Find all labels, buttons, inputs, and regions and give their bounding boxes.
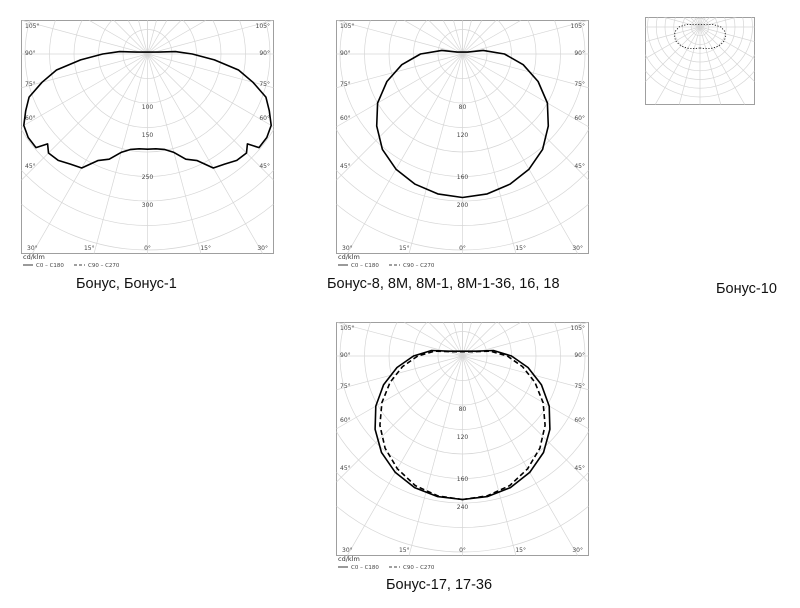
polar-chart-2-svg (336, 20, 589, 268)
angle-label-left-u45: 45° (340, 465, 351, 472)
units-label: cd/klm (23, 253, 45, 261)
radial-label: 240 (456, 504, 469, 512)
radial-label: 100 (141, 103, 154, 111)
polar-chart-3 (645, 17, 755, 107)
radial-label: 80 (458, 405, 467, 413)
units-label: cd/klm (338, 555, 360, 563)
radial-label: 200 (456, 202, 469, 210)
angle-label-left-u45: 45° (340, 163, 351, 170)
chart-caption-4: Бонус-17, 17-36 (386, 577, 493, 593)
angle-label-15-right: 15° (515, 245, 527, 252)
angle-label-right-u60: 60° (259, 115, 270, 122)
angle-label-right-u60: 60° (574, 417, 585, 424)
polar-chart-4 (336, 322, 589, 570)
angle-label-left-upper: 90° (340, 352, 351, 359)
radial-label: 150 (141, 132, 154, 139)
legend-label-c90: C90 – C270 (88, 263, 120, 269)
chart-caption-3: Бонус-10 (716, 281, 777, 297)
angle-label-right-upper: 90° (259, 50, 270, 57)
radial-label: 160 (456, 476, 469, 484)
angle-label-left-upper: 90° (340, 50, 351, 57)
radial-label: 120 (456, 132, 469, 139)
angle-label-left-u75: 75° (340, 383, 351, 390)
angle-label-right-top: 105° (255, 23, 270, 30)
angle-label-15-left: 15° (398, 547, 410, 554)
angle-label-15-right: 15° (200, 245, 212, 252)
angle-label-bottom-right: 30° (572, 547, 583, 554)
angle-label-bottom-left: 30° (342, 547, 353, 554)
angle-label-right-u60: 60° (574, 115, 585, 122)
radial-label: 80 (458, 103, 467, 111)
polar-chart-4-svg (336, 322, 589, 570)
angle-label-left-top: 105° (25, 23, 40, 30)
radial-label: 120 (456, 434, 469, 441)
legend-label-c90: C90 – C270 (403, 263, 435, 269)
polar-chart-3-svg (645, 17, 755, 107)
legend-label-c90: C90 – C270 (403, 565, 435, 571)
angle-label-left-u60: 60° (25, 115, 36, 122)
angle-label-right-u45: 45° (574, 163, 585, 170)
polar-chart-1-svg (21, 20, 274, 268)
angle-label-right-u75: 75° (574, 81, 585, 88)
radial-label: 160 (456, 174, 469, 182)
angle-label-left-upper: 90° (25, 50, 36, 57)
angle-label-left-u60: 60° (340, 115, 351, 122)
legend-label-c0: C0 – C180 (351, 263, 379, 269)
polar-chart-2 (336, 20, 589, 268)
angle-label-zero: 0° (459, 245, 466, 252)
angle-label-right-u45: 45° (574, 465, 585, 472)
radial-label: 300 (141, 202, 154, 210)
angle-label-bottom-right: 30° (257, 245, 268, 252)
angle-label-right-u75: 75° (259, 81, 270, 88)
radial-label: 250 (141, 174, 154, 182)
angle-label-bottom-right: 30° (572, 245, 583, 252)
chart-caption-2: Бонус-8, 8М, 8М-1, 8М-1-36, 16, 18 (327, 276, 560, 292)
angle-label-zero: 0° (144, 245, 151, 252)
angle-label-15-left: 15° (398, 245, 410, 252)
angle-label-left-u60: 60° (340, 417, 351, 424)
legend-label-c0: C0 – C180 (36, 263, 64, 269)
angle-label-bottom-left: 30° (27, 245, 38, 252)
angle-label-right-upper: 90° (574, 50, 585, 57)
angle-label-right-upper: 90° (574, 352, 585, 359)
polar-chart-1 (21, 20, 274, 268)
angle-label-left-u45: 45° (25, 163, 36, 170)
angle-label-15-left: 15° (83, 245, 95, 252)
angle-label-15-right: 15° (515, 547, 527, 554)
angle-label-bottom-left: 30° (342, 245, 353, 252)
angle-label-zero: 0° (459, 547, 466, 554)
angle-label-left-top: 105° (340, 325, 355, 332)
angle-label-right-top: 105° (570, 325, 585, 332)
angle-label-right-top: 105° (570, 23, 585, 30)
angle-label-left-u75: 75° (25, 81, 36, 88)
angle-label-left-u75: 75° (340, 81, 351, 88)
units-label: cd/klm (338, 253, 360, 261)
angle-label-right-u75: 75° (574, 383, 585, 390)
legend-label-c0: C0 – C180 (351, 565, 379, 571)
angle-label-left-top: 105° (340, 23, 355, 30)
chart-caption-1: Бонус, Бонус-1 (76, 276, 177, 292)
angle-label-right-u45: 45° (259, 163, 270, 170)
